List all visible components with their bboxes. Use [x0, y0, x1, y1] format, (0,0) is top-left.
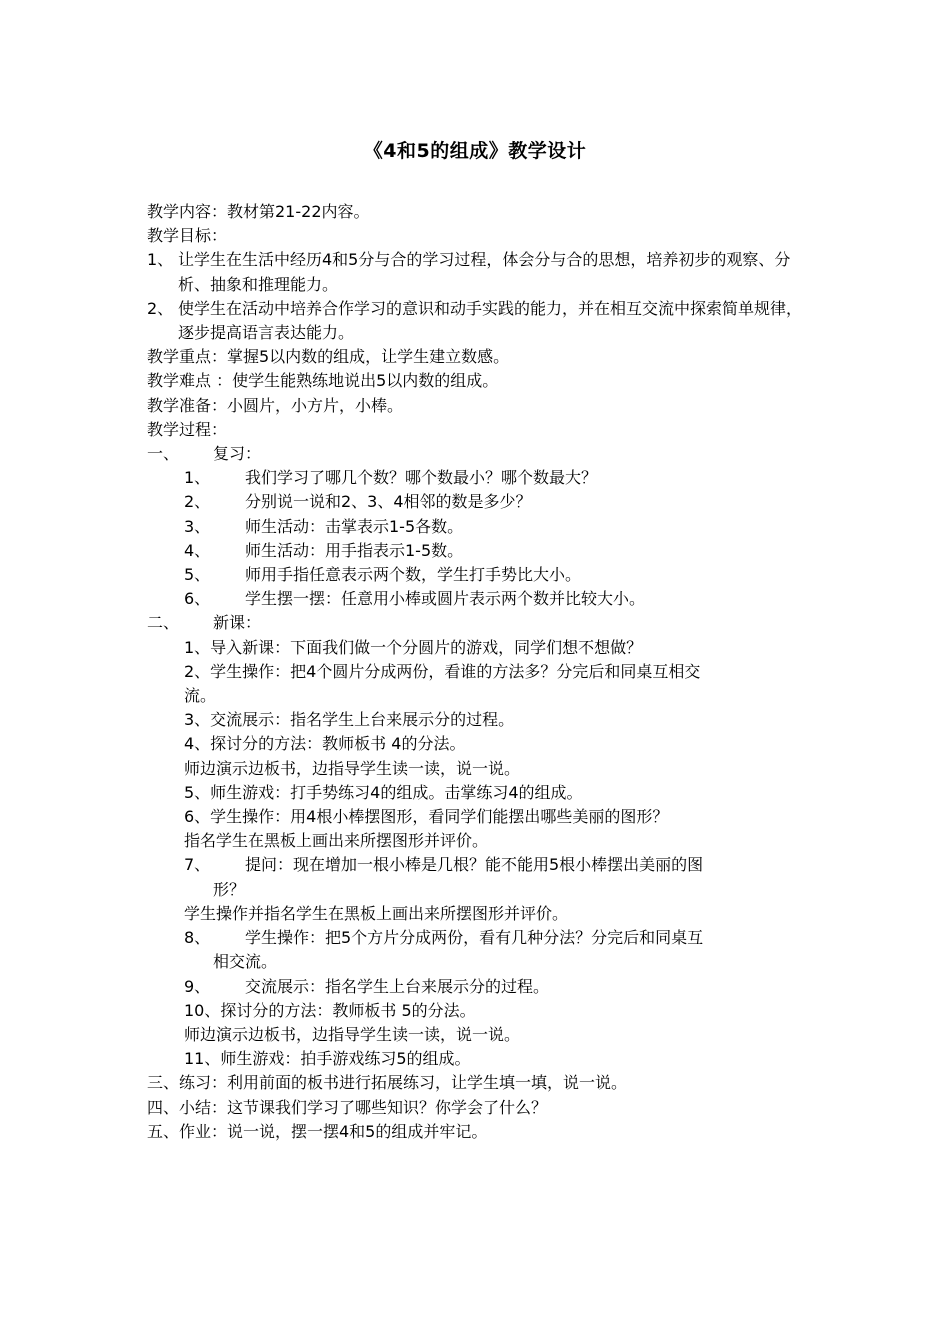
- review-item-1-text: 我们学习了哪几个数？哪个数最小？哪个数最大？: [245, 468, 598, 488]
- review-item-5-num: 5、: [184, 565, 211, 585]
- new-lesson-label: 新课：: [213, 613, 262, 633]
- new-lesson-step-9: [147, 975, 812, 999]
- new-lesson-step-9-num: 9、: [184, 976, 211, 996]
- review-label: 复习：: [213, 444, 262, 464]
- document-body: [147, 200, 812, 1144]
- review-item-2-text: 分别说一说和2、3、4相邻的数是多少？: [245, 492, 532, 512]
- review-heading: [147, 442, 812, 466]
- teaching-content: 教学内容：教材第21-22内容。: [147, 202, 370, 221]
- review-item-2-num: 2、: [184, 492, 211, 512]
- review-item-6-num: 6、: [184, 589, 211, 609]
- goals-label: 教学目标：: [147, 226, 228, 246]
- new-lesson-step-11: 11、师生游戏：拍手游戏练习5的组成。: [184, 1049, 471, 1069]
- review-item-4: [147, 539, 812, 563]
- new-lesson-step-8: [147, 926, 812, 950]
- homework: 五、作业：说一说，摆一摆4和5的组成并牢记。: [147, 1121, 488, 1141]
- review-item-6: [147, 587, 812, 611]
- key-point: 教学重点：掌握5以内数的组成，让学生建立数感。: [147, 347, 510, 367]
- review-item-1-num: 1、: [184, 468, 211, 488]
- new-lesson-step-8-text: 学生操作：把5个方片分成两份，看有几种分法？分完后和同桌互: [245, 928, 704, 948]
- review-item-2: [147, 490, 812, 514]
- review-item-3: [147, 515, 812, 539]
- summary: 四、小结：这节课我们学习了哪些知识？你学会了什么？: [147, 1097, 548, 1117]
- new-lesson-heading: [147, 611, 812, 635]
- new-lesson-step-7: [147, 853, 812, 877]
- preparation: 教学准备：小圆片，小方片，小棒。: [147, 395, 404, 415]
- new-lesson-step-1: 1、导入新课：下面我们做一个分圆片的游戏，同学们想不想做？: [184, 637, 643, 657]
- new-lesson-step-2-cont: 流。: [184, 686, 217, 706]
- review-item-5: [147, 563, 812, 587]
- new-lesson-step-7-num: 7、: [184, 855, 211, 875]
- new-lesson-step-5: 5、师生游戏：打手势练习4的组成。击掌练习4的组成。: [184, 782, 583, 802]
- review-item-6-text: 学生摆一摆：任意用小棒或圆片表示两个数并比较大小。: [245, 589, 646, 609]
- goal-item-2: [147, 297, 812, 345]
- new-lesson-step-2: 2、学生操作：把4个圆片分成两份，看谁的方法多？分完后和同桌互相交: [184, 661, 701, 681]
- practice: 三、练习：利用前面的板书进行拓展练习，让学生填一填，说一说。: [147, 1073, 628, 1093]
- review-item-4-num: 4、: [184, 540, 211, 560]
- new-lesson-step-6-note: 指名学生在黑板上画出来所摆图形并评价。: [184, 831, 489, 851]
- new-lesson-step-10-note: 师边演示边板书，边指导学生读一读，说一说。: [184, 1024, 521, 1044]
- goal-item-1-text: 让学生在生活中经历4和5分与合的学习过程，体会分与合的思想，培养初步的观察、分析、抽象和推理能力。: [178, 250, 791, 294]
- goal-item-2-text: 使学生在活动中培养合作学习的意识和动手实践的能力，并在相互交流中探索简单规律，逐步提高语言表达能力。: [178, 298, 803, 343]
- new-lesson-step-6: 6、学生操作：用4根小棒摆图形，看同学们能摆出哪些美丽的图形？: [184, 807, 669, 827]
- new-lesson-num: 二、: [147, 613, 180, 633]
- process-label: 教学过程：: [147, 419, 228, 439]
- document-title: 《4和5的组成》教学设计: [363, 140, 587, 162]
- goal-item-2-num: 2、: [147, 298, 174, 318]
- new-lesson-step-4-note: 师边演示边板书，边指导学生读一读，说一说。: [184, 758, 521, 778]
- new-lesson-step-7-text: 提问：现在增加一根小棒是几根？能不能用5根小棒摆出美丽的图: [245, 855, 704, 875]
- new-lesson-step-8-num: 8、: [184, 928, 211, 948]
- goal-item-1-num: 1、: [147, 250, 174, 270]
- new-lesson-step-7-note: 学生操作并指名学生在黑板上画出来所摆图形并评价。: [184, 903, 569, 923]
- goal-item-1: [147, 248, 812, 296]
- new-lesson-step-4: 4、探讨分的方法：教师板书 4的分法。: [184, 734, 466, 754]
- review-item-3-text: 师生活动：击掌表示1-5各数。: [245, 516, 464, 536]
- new-lesson-step-8-cont: 相交流。: [213, 952, 278, 972]
- review-item-5-text: 师用手指任意表示两个数，学生打手势比大小。: [245, 565, 582, 585]
- review-num: 一、: [147, 444, 180, 464]
- new-lesson-step-9-text: 交流展示：指名学生上台来展示分的过程。: [245, 976, 550, 996]
- new-lesson-step-7-cont: 形？: [213, 879, 246, 899]
- review-item-1: [147, 466, 812, 490]
- new-lesson-step-3: 3、交流展示：指名学生上台来展示分的过程。: [184, 710, 515, 730]
- new-lesson-step-10: 10、探讨分的方法：教师板书 5的分法。: [184, 1000, 476, 1020]
- difficulty: 教学难点 ：使学生能熟练地说出5以内数的组成。: [147, 371, 499, 391]
- review-item-4-text: 师生活动：用手指表示1-5数。: [245, 540, 464, 560]
- review-item-3-num: 3、: [184, 516, 211, 536]
